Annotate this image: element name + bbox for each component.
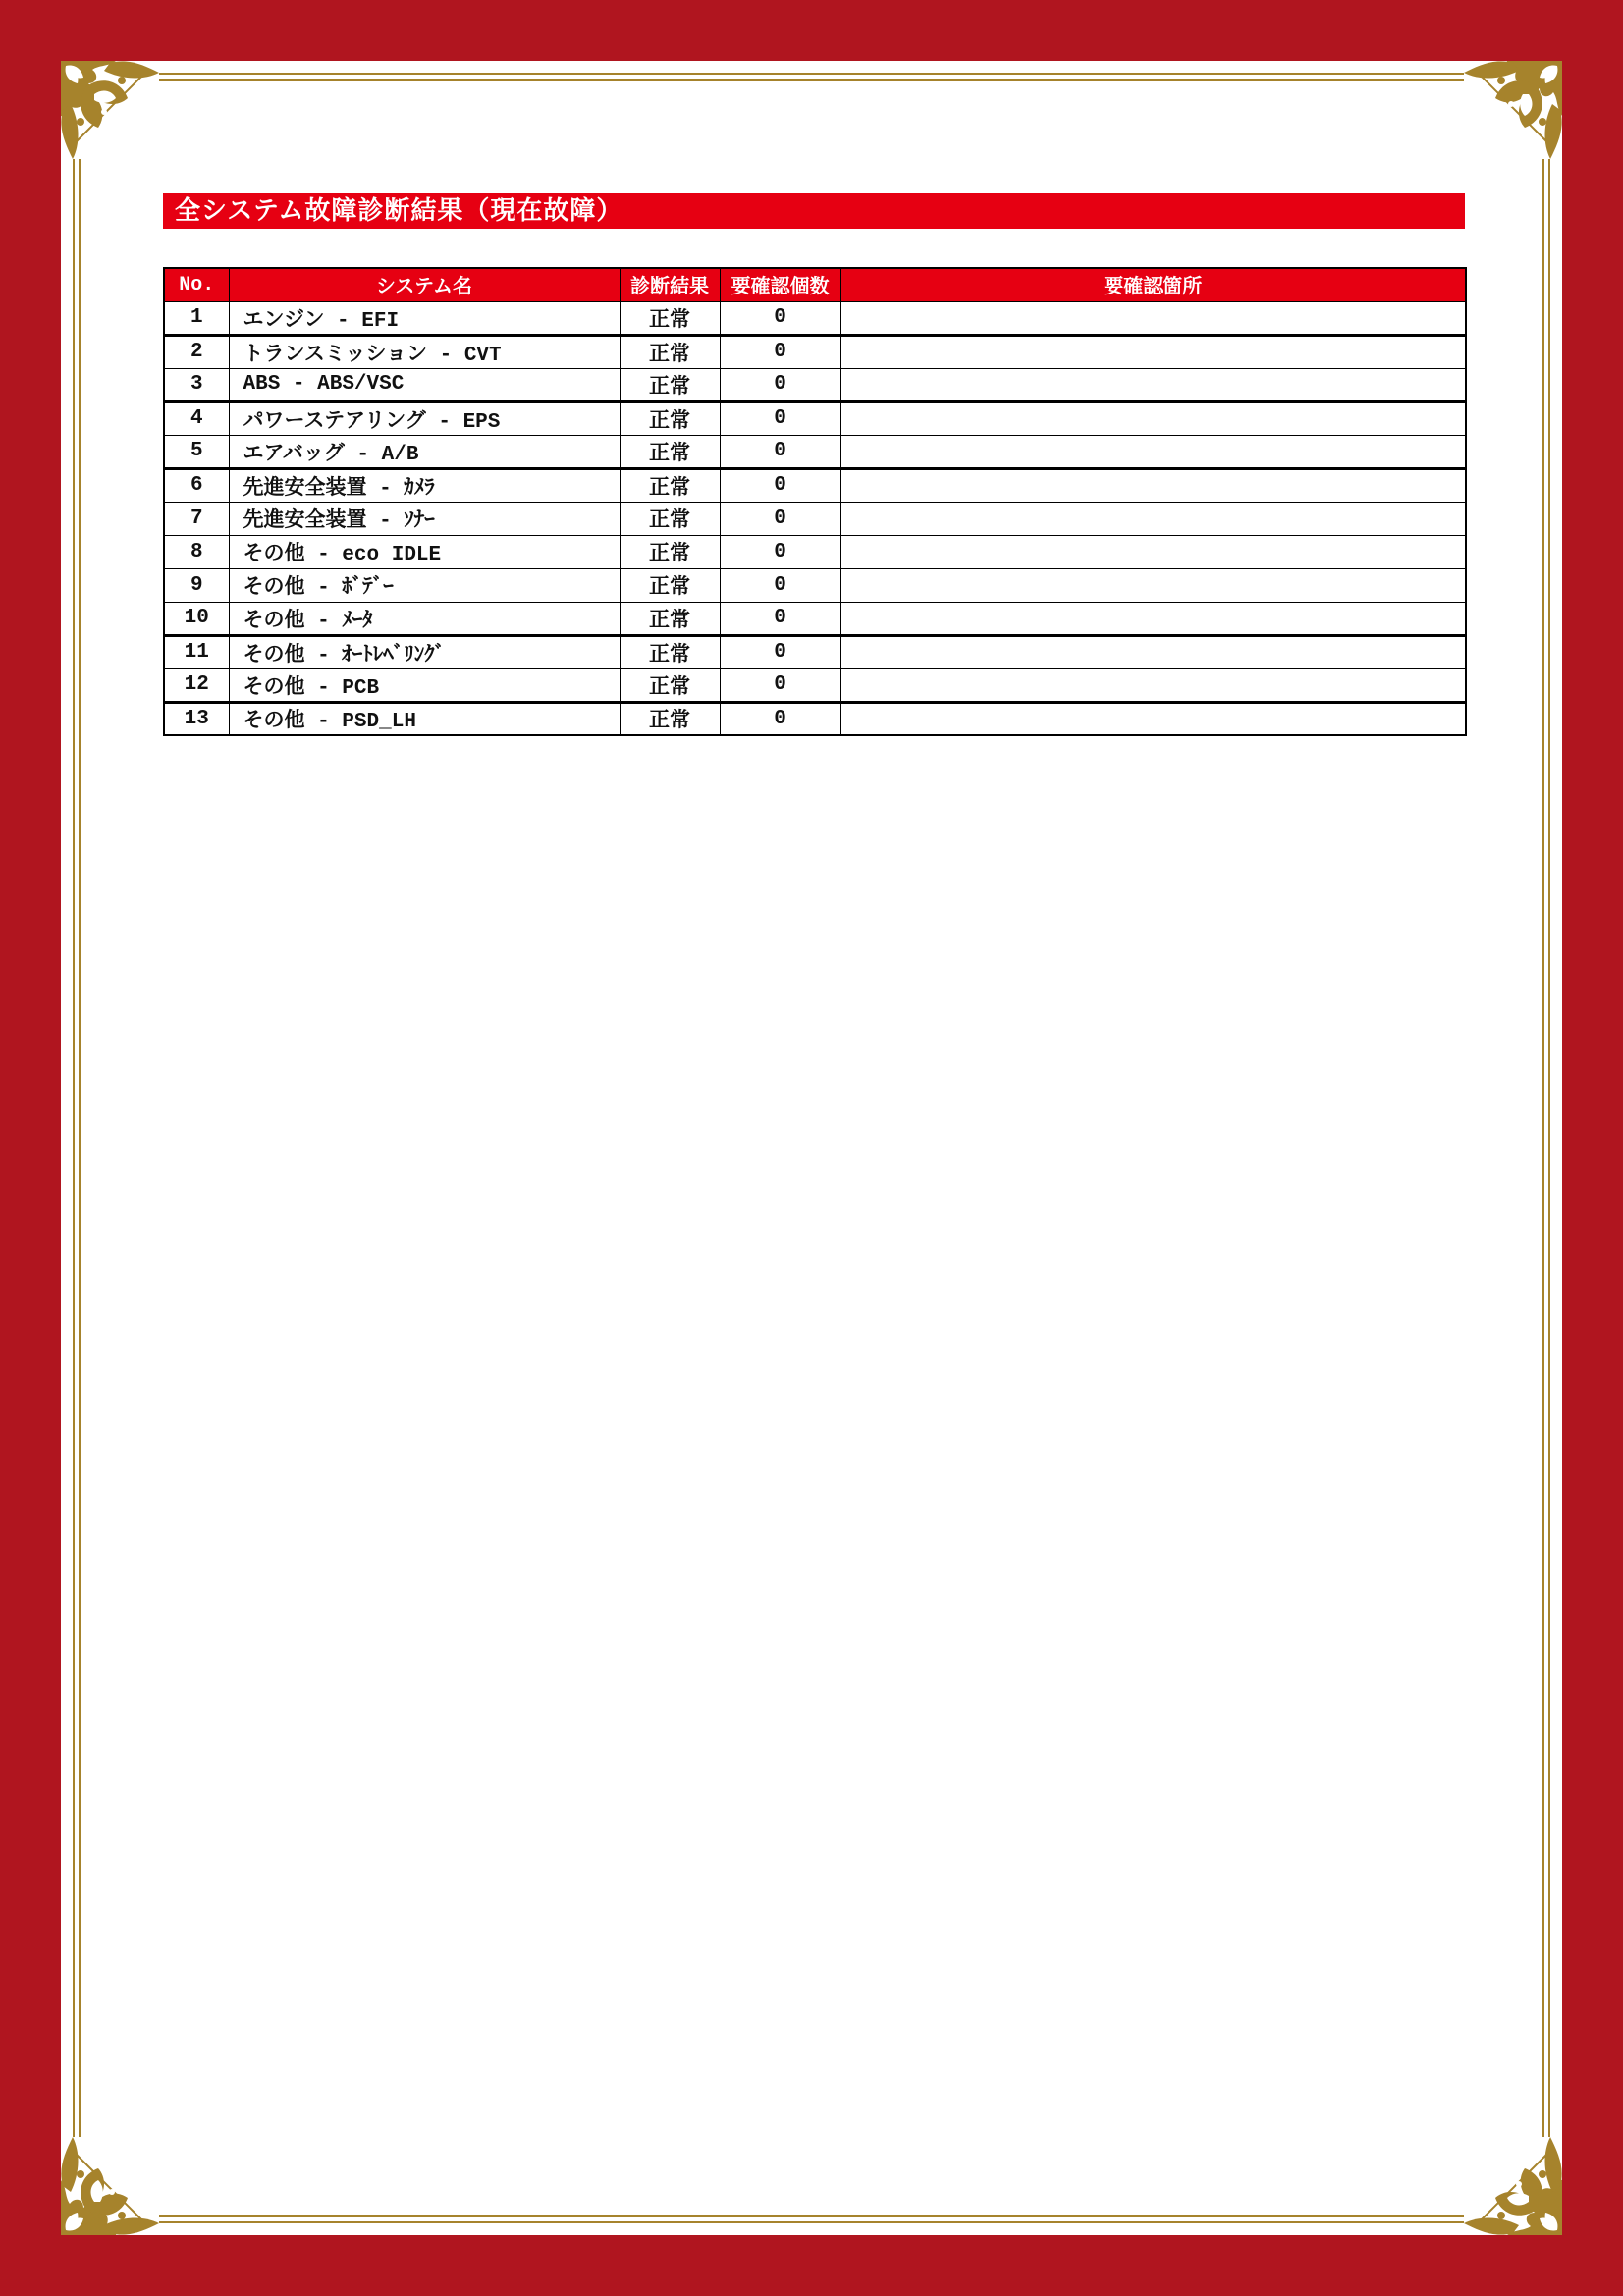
system-name-cell: パワーステアリング - EPS: [229, 401, 620, 435]
column-header-no: No.: [164, 268, 229, 301]
check-count-cell: 0: [720, 435, 840, 468]
row-number-cell: 9: [164, 568, 229, 602]
table-row: [164, 368, 1466, 401]
report-title-bar: [163, 193, 1465, 229]
system-name-cell: その他 - PSD_LH: [229, 702, 620, 735]
row-number-cell: 8: [164, 535, 229, 568]
system-name-cell: その他 - ｵｰﾄﾚﾍﾞﾘﾝｸﾞ: [229, 635, 620, 668]
corner-ornament-bottom-right-icon: [1464, 2137, 1562, 2235]
table-header-row: [164, 268, 1466, 301]
system-name-cell: エンジン - EFI: [229, 301, 620, 335]
diagnosis-result-cell: 正常: [620, 535, 720, 568]
check-count-cell: 0: [720, 401, 840, 435]
row-number-cell: 6: [164, 468, 229, 502]
check-locations-cell: [840, 368, 1466, 401]
check-locations-cell: [840, 468, 1466, 502]
diagnosis-result-cell: 正常: [620, 602, 720, 635]
table-row: [164, 335, 1466, 368]
system-name-cell: トランスミッション - CVT: [229, 335, 620, 368]
system-name-cell: ABS - ABS/VSC: [229, 368, 620, 401]
row-number-cell: 13: [164, 702, 229, 735]
diagnosis-result-cell: 正常: [620, 435, 720, 468]
check-count-cell: 0: [720, 335, 840, 368]
row-number-cell: 2: [164, 335, 229, 368]
table-row: [164, 602, 1466, 635]
table-row: [164, 702, 1466, 735]
system-name-cell: 先進安全装置 - ｿﾅｰ: [229, 502, 620, 535]
row-number-cell: 3: [164, 368, 229, 401]
check-count-cell: 0: [720, 502, 840, 535]
check-locations-cell: [840, 668, 1466, 702]
check-locations-cell: [840, 635, 1466, 668]
diagnosis-result-cell: 正常: [620, 335, 720, 368]
column-header-check-count: 要確認個数: [720, 268, 840, 301]
table-row: [164, 668, 1466, 702]
table-row: [164, 401, 1466, 435]
row-number-cell: 7: [164, 502, 229, 535]
check-locations-cell: [840, 335, 1466, 368]
row-number-cell: 11: [164, 635, 229, 668]
column-header-check-locations: 要確認箇所: [840, 268, 1466, 301]
check-count-cell: 0: [720, 535, 840, 568]
check-locations-cell: [840, 502, 1466, 535]
check-locations-cell: [840, 401, 1466, 435]
diagnosis-result-cell: 正常: [620, 468, 720, 502]
check-locations-cell: [840, 301, 1466, 335]
diagnosis-result-cell: 正常: [620, 301, 720, 335]
table-row: [164, 568, 1466, 602]
diagnosis-result-cell: 正常: [620, 702, 720, 735]
check-count-cell: 0: [720, 635, 840, 668]
corner-ornament-top-left-icon: [61, 61, 159, 159]
table-row: [164, 468, 1466, 502]
diagnosis-result-cell: 正常: [620, 568, 720, 602]
system-name-cell: その他 - eco IDLE: [229, 535, 620, 568]
check-count-cell: 0: [720, 568, 840, 602]
check-count-cell: 0: [720, 468, 840, 502]
table-row: [164, 635, 1466, 668]
check-count-cell: 0: [720, 602, 840, 635]
check-locations-cell: [840, 602, 1466, 635]
row-number-cell: 12: [164, 668, 229, 702]
check-count-cell: 0: [720, 368, 840, 401]
column-header-diagnosis-result: 診断結果: [620, 268, 720, 301]
diagnosis-result-table: [163, 267, 1467, 736]
system-name-cell: その他 - ﾒｰﾀ: [229, 602, 620, 635]
table-row: [164, 502, 1466, 535]
check-locations-cell: [840, 435, 1466, 468]
row-number-cell: 5: [164, 435, 229, 468]
diagnosis-result-cell: 正常: [620, 401, 720, 435]
corner-ornament-top-right-icon: [1464, 61, 1562, 159]
check-count-cell: 0: [720, 668, 840, 702]
column-header-system-name: システム名: [229, 268, 620, 301]
diagnosis-result-cell: 正常: [620, 368, 720, 401]
diagnosis-result-cell: 正常: [620, 635, 720, 668]
check-locations-cell: [840, 568, 1466, 602]
table-row: [164, 535, 1466, 568]
system-name-cell: 先進安全装置 - ｶﾒﾗ: [229, 468, 620, 502]
table-row: [164, 301, 1466, 335]
system-name-cell: その他 - PCB: [229, 668, 620, 702]
corner-ornament-bottom-left-icon: [61, 2137, 159, 2235]
check-locations-cell: [840, 702, 1466, 735]
row-number-cell: 1: [164, 301, 229, 335]
system-name-cell: その他 - ﾎﾞﾃﾞｰ: [229, 568, 620, 602]
check-locations-cell: [840, 535, 1466, 568]
check-count-cell: 0: [720, 702, 840, 735]
check-count-cell: 0: [720, 301, 840, 335]
row-number-cell: 10: [164, 602, 229, 635]
report-title: 全システム故障診断結果（現在故障）: [175, 196, 623, 226]
diagnosis-result-cell: 正常: [620, 668, 720, 702]
row-number-cell: 4: [164, 401, 229, 435]
table-row: [164, 435, 1466, 468]
system-name-cell: エアバッグ - A/B: [229, 435, 620, 468]
diagnosis-result-cell: 正常: [620, 502, 720, 535]
